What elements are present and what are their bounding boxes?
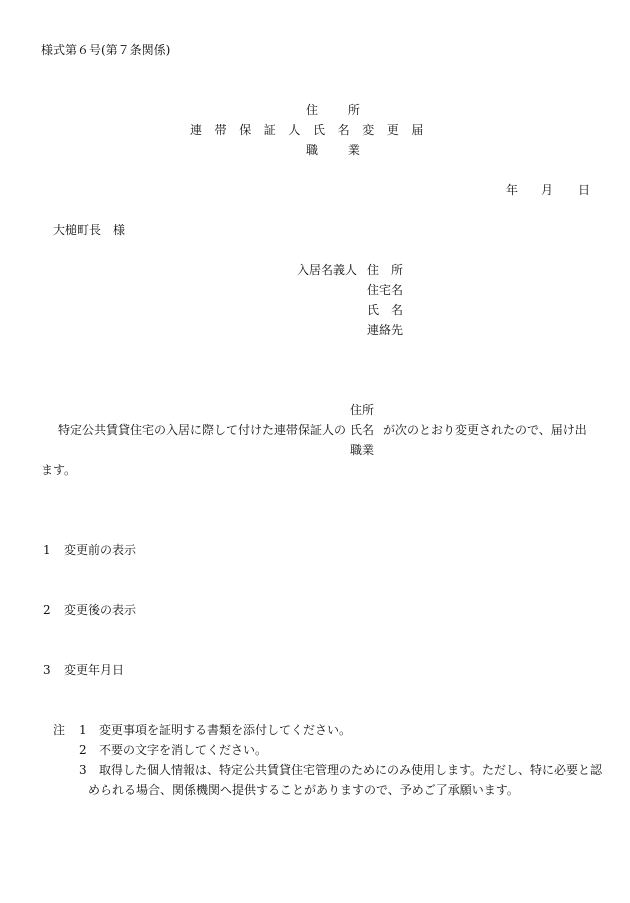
date-day: 日 bbox=[578, 183, 591, 197]
item-label-before: 変更前の表示 bbox=[64, 543, 137, 557]
page-title: 連帯保証人氏名変更届 bbox=[190, 123, 437, 137]
item-number: 2 bbox=[43, 603, 51, 617]
item-label-date: 変更年月日 bbox=[64, 663, 125, 677]
notes-label: 注 bbox=[53, 723, 66, 737]
applicant-field-contact: 連絡先 bbox=[367, 323, 404, 337]
applicant-field-address: 住 所 bbox=[367, 263, 404, 277]
body-option-name: 氏名 bbox=[350, 423, 375, 437]
body-option-address: 住所 bbox=[350, 403, 375, 417]
item-number: 1 bbox=[43, 543, 51, 557]
title-option-occupation: 職 業 bbox=[306, 143, 373, 157]
date-year: 年 bbox=[506, 183, 519, 197]
note-number: 2 bbox=[79, 743, 87, 757]
body-option-occupation: 職業 bbox=[350, 443, 375, 457]
note-number: 3 bbox=[79, 763, 87, 777]
form-number: 様式第６号(第７条関係) bbox=[41, 43, 171, 57]
item-label-after: 変更後の表示 bbox=[64, 603, 137, 617]
applicant-label: 入居名義人 bbox=[297, 263, 358, 277]
body-end: ます。 bbox=[41, 463, 77, 477]
note-text: 変更事項を証明する書類を添付してください。 bbox=[99, 723, 352, 737]
addressee: 大槌町長 様 bbox=[53, 223, 126, 237]
note-number: 1 bbox=[79, 723, 87, 737]
body-prefix: 特定公共賃貸住宅の入居に際して付けた連帯保証人の bbox=[58, 423, 347, 437]
body-suffix: が次のとおり変更されたので、届け出 bbox=[383, 423, 587, 437]
note-text-continued: められる場合、関係機関へ提供することがありますので、予めご了承願います。 bbox=[88, 783, 519, 797]
note-text: 不要の文字を消してください。 bbox=[99, 743, 268, 757]
title-option-address: 住 所 bbox=[306, 103, 373, 117]
date-month: 月 bbox=[541, 183, 554, 197]
applicant-field-name: 氏 名 bbox=[367, 303, 404, 317]
item-number: 3 bbox=[43, 663, 51, 677]
applicant-field-residence: 住宅名 bbox=[367, 283, 404, 297]
note-text: 取得した個人情報は、特定公共賃貸住宅管理のためにのみ使用します。ただし、特に必要と認 bbox=[99, 763, 603, 777]
